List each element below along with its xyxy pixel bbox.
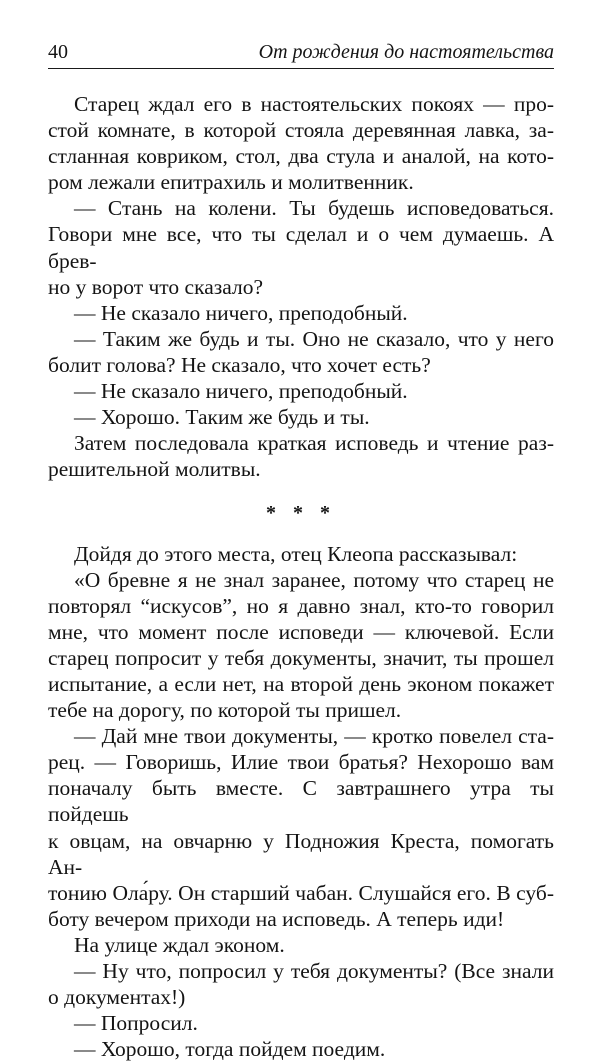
text-line: — Ну что, попросил у тебя документы? (Все знали <box>48 958 554 984</box>
text-line: испытание, а если нет, на второй день эконом покажет <box>48 671 554 697</box>
text-line: тебе на дорогу, по которой ты пришел. <box>48 697 554 723</box>
text-line: — Попросил. <box>48 1010 554 1036</box>
paragraph <box>48 958 554 1010</box>
text-line: На улице ждал эконом. <box>48 932 554 958</box>
text-line: — Стань на колени. Ты будешь исповедоваться. <box>48 195 554 221</box>
text-line: стланная ковриком, стол, два стула и аналой, на кото- <box>48 143 554 169</box>
text-line: боту вечером приходи на исповедь. А теперь иди! <box>48 906 554 932</box>
text-line: стой комнате, в которой стояла деревянная лавка, за- <box>48 117 554 143</box>
text-line: тонию Ола́ру. Он старший чабан. Слушайся его. В суб- <box>48 880 554 906</box>
paragraph <box>48 1036 554 1062</box>
paragraph <box>48 300 554 326</box>
text-line: — Не сказало ничего, преподобный. <box>48 300 554 326</box>
paragraph <box>48 567 554 724</box>
running-title: От рождения до настоятельства <box>259 40 554 64</box>
paragraph <box>48 326 554 378</box>
text-line: мне, что момент после исповеди — ключевой. Если <box>48 619 554 645</box>
section-1 <box>48 91 554 482</box>
text-line: — Дай мне твои документы, — кротко повелел ста- <box>48 723 554 749</box>
paragraph <box>48 91 554 195</box>
running-header <box>48 40 554 69</box>
page-number: 40 <box>48 40 68 64</box>
text-line: — Хорошо, тогда пойдем поедим. <box>48 1036 554 1062</box>
book-page <box>48 40 554 1062</box>
text-line: Старец ждал его в настоятельских покоях — про- <box>48 91 554 117</box>
text-line: — Хорошо. Таким же будь и ты. <box>48 404 554 430</box>
text-line: поначалу быть вместе. С завтрашнего утра ты пойдешь <box>48 775 554 827</box>
paragraph <box>48 541 554 567</box>
text-line: решительной молитвы. <box>48 456 554 482</box>
section-separator: * * * <box>48 500 554 526</box>
text-line: рец. — Говоришь, Илие твои братья? Нехорошо вам <box>48 749 554 775</box>
text-line: Говори мне все, что ты сделал и о чем думаешь. А брев- <box>48 221 554 273</box>
text-line: Затем последовала краткая исповедь и чтение раз- <box>48 430 554 456</box>
text-line: — Не сказало ничего, преподобный. <box>48 378 554 404</box>
paragraph <box>48 932 554 958</box>
text-line: — Таким же будь и ты. Оно не сказало, что у него <box>48 326 554 352</box>
text-line: о документах!) <box>48 984 554 1010</box>
text-line: повторял “искусов”, но я давно знал, кто-то говорил <box>48 593 554 619</box>
paragraph <box>48 723 554 932</box>
paragraph <box>48 1010 554 1036</box>
text-line: но у ворот что сказало? <box>48 274 554 300</box>
body-text <box>48 91 554 1062</box>
text-line: «О бревне я не знал заранее, потому что старец не <box>48 567 554 593</box>
text-line: Дойдя до этого места, отец Клеопа рассказывал: <box>48 541 554 567</box>
paragraph <box>48 378 554 404</box>
text-line: болит голова? Не сказало, что хочет есть? <box>48 352 554 378</box>
text-line: старец попросит у тебя документы, значит, ты прошел <box>48 645 554 671</box>
paragraph <box>48 404 554 430</box>
section-2 <box>48 541 554 1062</box>
text-line: к овцам, на овчарню у Подножия Креста, помогать Ан- <box>48 828 554 880</box>
paragraph <box>48 195 554 299</box>
text-line: ром лежали епитрахиль и молитвенник. <box>48 169 554 195</box>
paragraph <box>48 430 554 482</box>
